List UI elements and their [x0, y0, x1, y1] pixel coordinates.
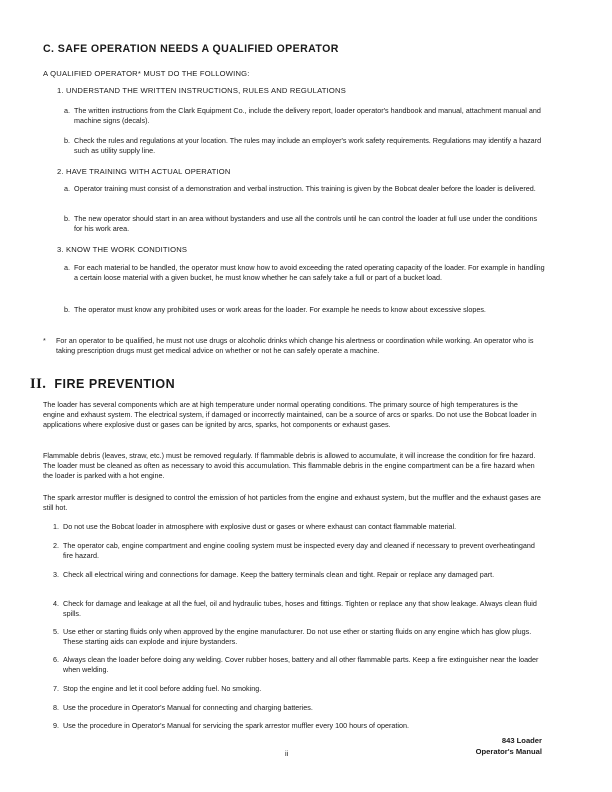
subsection-2-heading: 2. HAVE TRAINING WITH ACTUAL OPERATION — [57, 167, 231, 176]
list-item — [64, 214, 546, 234]
item-label: b. — [64, 136, 70, 145]
page-number: ii — [285, 749, 289, 758]
list-item — [53, 522, 541, 532]
list-item — [64, 263, 546, 283]
paragraph: The loader has several components which are at high temperature under normal operating conditions. The primary source of high temperatures is the engine and exhaust system. The electrical system, if damaged or incorrectly maintained, can be a source of arcs or sparks. Do not use the Bobcat loader in applications where explosive dust or gases can be ignited by arcs, sparks, hot components or exhaust gases. — [43, 400, 537, 429]
item-label: 6. — [53, 655, 59, 664]
footer-model: 843 Loader — [501, 736, 542, 745]
paragraph: Flammable debris (leaves, straw, etc.) must be removed regularly. If flammable debris is allowed to accumulate, it will increase the condition for fire hazard. The loader must be cleaned as often as necessary to avoid this accumulation. This flammable debris in the engine compartment can be a fire hazard when the loader is parked with a hot engine. — [43, 451, 536, 480]
section-c-title: C. SAFE OPERATION NEEDS A QUALIFIED OPERATOR — [43, 43, 339, 55]
item-text: The operator cab, engine compartment and engine cooling system must be inspected every day and cleaned if necessary to prevent overheatingand fire hazard. — [63, 541, 535, 560]
list-item — [64, 136, 546, 156]
item-text: Operator training must consist of a demonstration and verbal instruction. This training is given by the Bobcat dealer before the loader is delivered. — [74, 184, 536, 193]
list-item — [53, 703, 541, 713]
item-text: Check the rules and regulations at your location. The rules may include an employer's work safety requirements. Regulations may identify a hazard such as utility supply line. — [74, 136, 542, 155]
item-text: Always clean the loader before doing any welding. Cover rubber hoses, battery and all other flammable parts. Keep a fire extinguisher near the loader when welding. — [63, 655, 539, 674]
list-item — [53, 627, 541, 647]
item-text: Do not use the Bobcat loader in atmosphere with explosive dust or gases or where exhaust can contact flammable material. — [63, 522, 457, 531]
item-text: Use the procedure in Operator's Manual for servicing the spark arrestor muffler every 100 hours of operation. — [63, 721, 410, 730]
item-text: Use the procedure in Operator's Manual for connecting and charging batteries. — [63, 703, 313, 712]
list-item — [53, 599, 541, 619]
subsection-3-heading: 3. KNOW THE WORK CONDITIONS — [57, 245, 188, 254]
item-text: The new operator should start in an area without bystanders and use all the controls until he can control the loader at full use under the conditions for his work area. — [74, 214, 538, 233]
section-number: II. — [30, 376, 47, 392]
item-label: 2. — [53, 541, 59, 550]
list-item — [53, 684, 541, 694]
item-text: Check all electrical wiring and connections for damage. Keep the battery terminals clean and tight. Repair or replace any damaged part. — [63, 570, 495, 579]
footer — [476, 735, 542, 757]
item-label: b. — [64, 305, 70, 314]
item-label: 3. — [53, 570, 59, 579]
item-label: 9. — [53, 721, 59, 730]
paragraph: The spark arrestor muffler is designed to control the emission of hot particles from the engine and exhaust system, but the muffler and the exhaust gases are still hot. — [43, 493, 541, 512]
item-label: 4. — [53, 599, 59, 608]
section-ii-heading — [30, 376, 175, 393]
list-item — [53, 721, 541, 731]
section-c-intro: A QUALIFIED OPERATOR* MUST DO THE FOLLOWING: — [43, 69, 250, 78]
item-text: Stop the engine and let it cool before adding fuel. No smoking. — [63, 684, 262, 693]
list-item — [64, 106, 546, 126]
footer-manual: Operator's Manual — [475, 747, 542, 756]
item-label: a. — [64, 263, 70, 272]
item-label: 1. — [53, 522, 59, 531]
item-text: Use ether or starting fluids only when approved by the engine manufacturer. Do not use ether or starting fluids on any engine which has glow plugs. These starting aids can explode and injure bystanders. — [63, 627, 532, 646]
section-title: FIRE PREVENTION — [54, 377, 176, 391]
list-item — [53, 541, 541, 561]
item-text: The operator must know any prohibited uses or work areas for the loader. For example he needs to know about excessive slopes. — [74, 305, 486, 314]
item-label: 7. — [53, 684, 59, 693]
list-item — [64, 184, 546, 194]
subsection-1-heading: 1. UNDERSTAND THE WRITTEN INSTRUCTIONS, RULES AND REGULATIONS — [57, 86, 346, 95]
item-text: For each material to be handled, the operator must know how to avoid exceeding the rated operating capacity of the loader. For example in handling a certain loose material with a given bucket, he must know whether he can safely take a full or part of a bucket load. — [74, 263, 545, 282]
item-label: 8. — [53, 703, 59, 712]
item-label: a. — [64, 184, 70, 193]
footnote-mark: * — [43, 336, 46, 345]
list-item — [53, 570, 541, 580]
item-text: The written instructions from the Clark Equipment Co., include the delivery report, loader operator's handbook and manual, attachment manual and machine signs (decals). — [74, 106, 541, 125]
item-label: b. — [64, 214, 70, 223]
item-label: a. — [64, 106, 70, 115]
list-item — [53, 655, 541, 675]
footnote — [43, 336, 543, 356]
list-item — [64, 305, 546, 315]
item-text: Check for damage and leakage at all the fuel, oil and hydraulic tubes, hoses and fittings. Tighten or replace any that show leakage. Always clean fluid spills. — [63, 599, 537, 618]
item-label: 5. — [53, 627, 59, 636]
footnote-text: For an operator to be qualified, he must not use drugs or alcoholic drinks which change his alertness or coordination while working. An operator who is taking prescription drugs must get medical advice on whether or not he can safely operate a machine. — [56, 336, 534, 355]
